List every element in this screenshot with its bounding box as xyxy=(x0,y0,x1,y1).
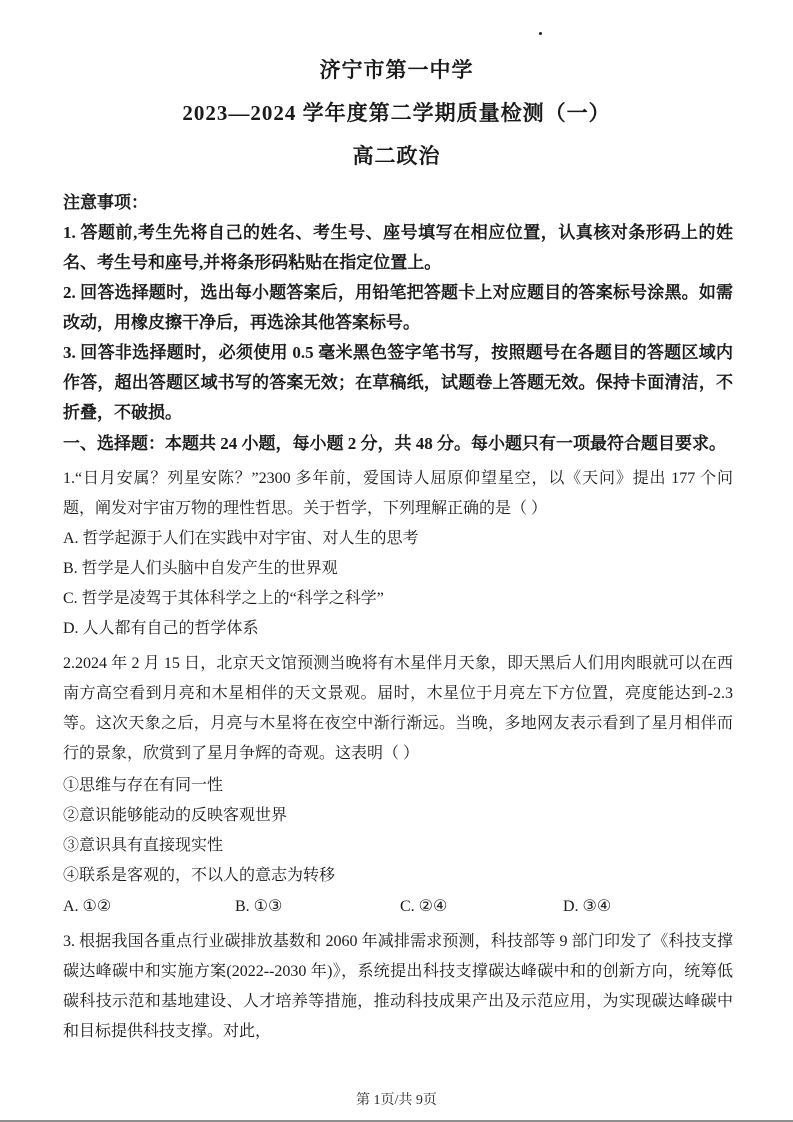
exam-session-title: 2023—2024 学年度第二学期质量检测（一） xyxy=(182,101,611,125)
title-block xyxy=(0,60,793,189)
question-2-statements xyxy=(63,771,733,891)
question-1-option-b: B. 哲学是人们头脑中自发产生的世界观 xyxy=(63,560,338,577)
page-content xyxy=(63,188,733,1047)
question-3 xyxy=(63,927,733,1047)
question-2 xyxy=(63,649,733,922)
question-2-statement-1: ①思维与存在有同一性 xyxy=(63,777,224,794)
question-2-choice-b: B. ①③ xyxy=(235,898,283,915)
notices-heading: 注意事项： xyxy=(63,193,148,212)
question-2-statement-4: ④联系是客观的，不以人的意志为转移 xyxy=(63,867,336,884)
subject-title: 高二政治 xyxy=(352,144,441,168)
question-1-option-c: C. 哲学是凌驾于其体科学之上的“科学之科学” xyxy=(63,590,384,607)
scan-speck xyxy=(539,32,542,35)
question-2-statement-2: ②意识能够能动的反映客观世界 xyxy=(63,807,288,824)
question-2-choice-a: A. ①② xyxy=(63,898,112,915)
question-1-option-d: D. 人人都有自己的哲学体系 xyxy=(63,620,259,637)
section-heading: 一、选择题：本题共 24 小题，每小题 2 分，共 48 分。每小题只有一项最符合题目要求。 xyxy=(63,434,726,453)
school-title: 济宁市第一中学 xyxy=(319,58,474,82)
question-1-stem: 1.“日月安属？列星安陈？”2300 多年前，爱国诗人屈原仰望星空，以《天问》提出 177 个问题，阐发对宇宙万物的理性哲思。关于哲学，下列理解正确的是（ ） xyxy=(63,470,733,517)
question-2-choices xyxy=(63,892,733,922)
question-2-choice-c: C. ②④ xyxy=(400,898,448,915)
question-2-choice-d: D. ③④ xyxy=(563,898,612,915)
question-2-statement-3: ③意识具有直接现实性 xyxy=(63,837,224,854)
question-3-stem: 3. 根据我国各重点行业碳排放基数和 2060 年减排需求预测，科技部等 9 部门印发了《科技支撑碳达峰碳中和实施方案(2022--2030 年)》，系统提出科技支撑碳达峰碳中和的创新方向，统筹低碳科技示范和基地建设、人才培养等措施，推动科技成果产出及示范应用，为实现碳达峰碳中和目标提供科技支撑。对此， xyxy=(63,933,733,1040)
notice-item-3: 3. 回答非选择题时，必须使用 0.5 毫米黑色签字笔书写，按照题号在各题目的答题区域内作答，超出答题区域书写的答案无效；在草稿纸，试题卷上答题无效。保持卡面清洁，不折叠，不破损。 xyxy=(63,343,733,422)
question-2-stem: 2.2024 年 2 月 15 日，北京天文馆预测当晚将有木星伴月天象，即天黑后人们用肉眼就可以在西南方高空看到月亮和木星相伴的天文景观。届时，木星位于月亮左下方位置，亮度能达到-2.3 等。这次天象之后，月亮与木星将在夜空中渐行渐远。当晚，多地网友表示看到了星月相伴而行的景象，欣赏到了星月争辉的奇观。这表明（ ） xyxy=(63,655,733,762)
question-1 xyxy=(63,464,733,644)
question-1-option-a: A. 哲学起源于人们在实践中对宇宙、对人生的思考 xyxy=(63,530,419,547)
notice-item-2: 2. 回答选择题时，选出每小题答案后，用铅笔把答题卡上对应题目的答案标号涂黑。如需改动，用橡皮擦干净后，再选涂其他答案标号。 xyxy=(63,283,733,332)
notice-item-1: 1. 答题前,考生先将自己的姓名、考生号、座号填写在相应位置，认真核对条形码上的姓名、考生号和座号,并将条形码粘贴在指定位置上。 xyxy=(63,223,733,272)
page-footer: 第 1页/共 9页 xyxy=(356,1093,437,1108)
